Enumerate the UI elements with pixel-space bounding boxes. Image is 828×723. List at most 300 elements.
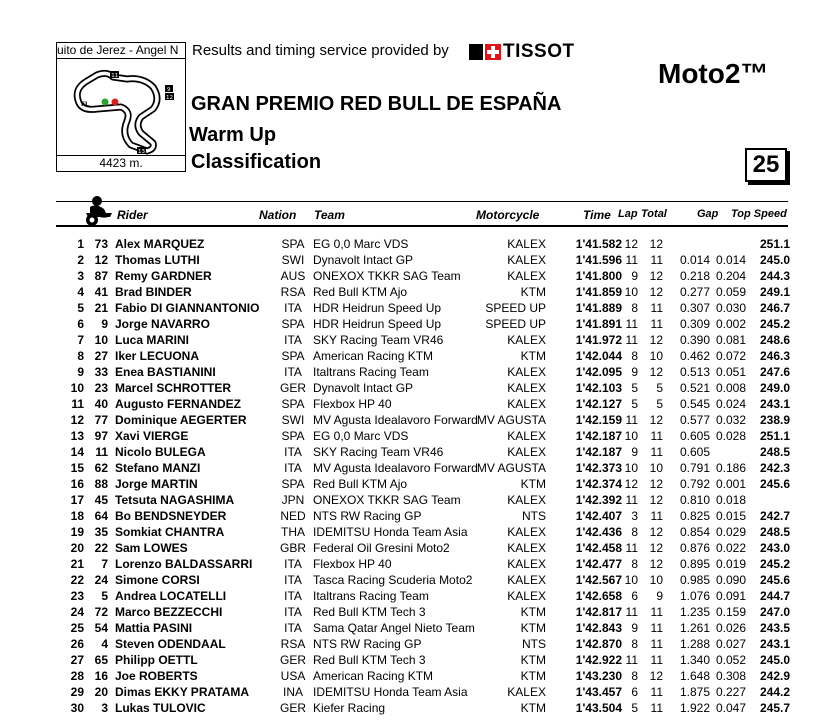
classification-table xyxy=(0,236,828,716)
rider-number: 45 xyxy=(94,493,108,507)
total-laps: 12 xyxy=(649,365,663,379)
team-name: Dynavolt Intact GP xyxy=(313,253,414,267)
rider-number: 41 xyxy=(94,285,108,299)
rider-name: Andrea LOCATELLI xyxy=(115,589,227,603)
team-name: NTS RW Racing GP xyxy=(313,637,422,651)
track-map-icon xyxy=(57,59,185,155)
team-name: Federal Oil Gresini Moto2 xyxy=(313,541,450,555)
rider-name: Stefano MANZI xyxy=(115,461,201,475)
rider-number: 77 xyxy=(94,413,108,427)
rider-name: Steven ODENDAAL xyxy=(115,637,226,651)
position: 8 xyxy=(77,349,84,363)
gap-to-previous: 0.008 xyxy=(715,381,746,395)
best-lap: 8 xyxy=(631,557,638,571)
total-laps: 11 xyxy=(650,605,663,619)
team-name: MV Agusta Idealavoro Forward xyxy=(313,413,478,427)
gap-to-previous: 0.030 xyxy=(715,301,746,315)
gap-to-previous: 0.014 xyxy=(715,253,746,267)
best-lap: 5 xyxy=(631,701,638,715)
table-row xyxy=(0,332,828,348)
total-laps: 9 xyxy=(656,589,663,603)
rider-number: 3 xyxy=(101,701,108,715)
position: 3 xyxy=(77,269,84,283)
total-laps: 10 xyxy=(649,349,663,363)
table-row xyxy=(0,316,828,332)
total-laps: 11 xyxy=(650,317,663,331)
page-number: 25 xyxy=(745,148,787,182)
table-row xyxy=(0,428,828,444)
position: 5 xyxy=(77,301,84,315)
gap-to-previous: 0.047 xyxy=(715,701,746,715)
tissot-t-icon xyxy=(469,44,483,60)
rider-name: Dimas EKKY PRATAMA xyxy=(115,685,250,699)
best-lap: 10 xyxy=(624,461,638,475)
gap-to-first: 0.307 xyxy=(679,301,710,315)
best-lap: 11 xyxy=(625,605,638,619)
rider-number: 12 xyxy=(94,253,108,267)
gap-to-first: 0.218 xyxy=(679,269,710,283)
gap-to-first: 0.014 xyxy=(679,253,710,267)
total-laps: 11 xyxy=(650,621,663,635)
gap-to-first: 0.876 xyxy=(679,541,710,555)
best-lap: 11 xyxy=(625,253,638,267)
motorcycle: KALEX xyxy=(507,237,546,251)
nation: ITA xyxy=(284,605,302,619)
best-lap: 10 xyxy=(624,573,638,587)
gap-to-previous: 0.019 xyxy=(715,557,746,571)
lap-time: 1'42.187 xyxy=(575,445,622,459)
team-name: Red Bull KTM Tech 3 xyxy=(313,605,426,619)
rider-name: Bo BENDSNEYDER xyxy=(115,509,227,523)
gap-to-first: 1.261 xyxy=(679,621,710,635)
lap-time: 1'42.159 xyxy=(575,413,622,427)
motorcycle: KALEX xyxy=(507,381,546,395)
gap-to-first: 0.390 xyxy=(679,333,710,347)
lap-time: 1'41.582 xyxy=(575,237,622,251)
table-row xyxy=(0,684,828,700)
position: 17 xyxy=(70,493,84,507)
total-laps: 12 xyxy=(649,333,663,347)
lap-time: 1'42.103 xyxy=(575,381,622,395)
rider-name: Augusto FERNANDEZ xyxy=(115,397,241,411)
motorcycle: KTM xyxy=(520,653,546,667)
gap-to-previous: 0.072 xyxy=(715,349,746,363)
gap-to-previous: 0.052 xyxy=(715,653,746,667)
team-name: American Racing KTM xyxy=(313,349,434,363)
motorcycle: KTM xyxy=(520,285,546,299)
rider-name: Nicolo BULEGA xyxy=(115,445,206,459)
best-lap: 6 xyxy=(631,685,638,699)
table-row xyxy=(0,300,828,316)
rider-number: 9 xyxy=(101,317,108,331)
motorcycle: KALEX xyxy=(507,685,546,699)
rider-number: 87 xyxy=(94,269,108,283)
track-marker-fl: FL xyxy=(81,101,89,108)
best-lap: 8 xyxy=(631,525,638,539)
lap-time: 1'41.889 xyxy=(575,301,622,315)
position: 16 xyxy=(70,477,84,491)
lap-time: 1'42.187 xyxy=(575,429,622,443)
team-name: Tasca Racing Scuderia Moto2 xyxy=(313,573,473,587)
total-laps: 12 xyxy=(649,669,663,683)
top-speed: 243.1 xyxy=(759,637,790,651)
classification-title: Classification xyxy=(191,151,322,173)
track-marker-9: 9 xyxy=(167,86,171,93)
best-lap: 12 xyxy=(624,477,638,491)
table-row xyxy=(0,284,828,300)
rider-number: 40 xyxy=(94,397,108,411)
position: 9 xyxy=(77,365,84,379)
gap-to-first: 1.340 xyxy=(679,653,710,667)
motorcycle: KALEX xyxy=(507,493,546,507)
top-speed: 249.1 xyxy=(759,285,790,299)
table-row xyxy=(0,572,828,588)
rider-number: 97 xyxy=(94,429,108,443)
motorcycle: SPEED UP xyxy=(485,317,546,331)
total-laps: 11 xyxy=(650,701,663,715)
gap-to-first: 0.545 xyxy=(679,397,710,411)
total-laps: 10 xyxy=(649,573,663,587)
gap-to-first: 1.076 xyxy=(679,589,710,603)
lap-time: 1'42.373 xyxy=(575,461,622,475)
tissot-logo xyxy=(469,43,575,61)
motorcycle: KALEX xyxy=(507,525,546,539)
rider-name: Somkiat CHANTRA xyxy=(115,525,225,539)
lap-time: 1'41.596 xyxy=(575,253,622,267)
top-speed: 251.1 xyxy=(759,237,790,251)
header-rule-top xyxy=(56,201,788,202)
best-lap: 11 xyxy=(625,317,638,331)
total-laps: 12 xyxy=(649,557,663,571)
position: 1 xyxy=(77,237,84,251)
total-laps: 12 xyxy=(649,525,663,539)
gap-to-previous: 0.159 xyxy=(715,605,746,619)
nation: NED xyxy=(280,509,306,523)
table-row xyxy=(0,700,828,716)
motorcycle-rider-icon xyxy=(82,193,116,227)
team-name: NTS RW Racing GP xyxy=(313,509,422,523)
gap-to-previous: 0.204 xyxy=(715,269,746,283)
lap-time: 1'41.859 xyxy=(575,285,622,299)
provider-text: Results and timing service provided by xyxy=(192,42,449,59)
top-speed: 246.7 xyxy=(759,301,790,315)
nation: AUS xyxy=(280,269,306,283)
lap-time: 1'42.922 xyxy=(575,653,622,667)
lap-time: 1'42.127 xyxy=(575,397,622,411)
table-row xyxy=(0,476,828,492)
motorcycle: SPEED UP xyxy=(485,301,546,315)
total-laps: 12 xyxy=(649,541,663,555)
rider-number: 35 xyxy=(94,525,108,539)
team-name: IDEMITSU Honda Team Asia xyxy=(313,525,468,539)
gap-to-previous: 0.018 xyxy=(715,493,746,507)
col-lap: Lap xyxy=(618,208,638,220)
table-row xyxy=(0,668,828,684)
lap-time: 1'42.870 xyxy=(575,637,622,651)
table-row xyxy=(0,508,828,524)
total-laps: 12 xyxy=(649,413,663,427)
nation: JPN xyxy=(281,493,305,507)
nation: GBR xyxy=(279,541,306,555)
total-laps: 5 xyxy=(656,397,663,411)
session-title: Warm Up xyxy=(189,124,277,146)
gap-to-first: 0.309 xyxy=(679,317,710,331)
best-lap: 11 xyxy=(625,333,638,347)
total-laps: 11 xyxy=(650,429,663,443)
rider-number: 88 xyxy=(94,477,108,491)
lap-time: 1'42.436 xyxy=(575,525,622,539)
position: 7 xyxy=(77,333,84,347)
table-row xyxy=(0,588,828,604)
position: 18 xyxy=(70,509,84,523)
nation: ITA xyxy=(284,333,302,347)
team-name: Red Bull KTM Ajo xyxy=(313,285,408,299)
table-row xyxy=(0,364,828,380)
gap-to-first: 0.277 xyxy=(679,285,710,299)
top-speed: 245.2 xyxy=(759,557,790,571)
rider-number: 16 xyxy=(94,669,108,683)
nation: GER xyxy=(279,653,306,667)
nation: SPA xyxy=(281,317,305,331)
gap-to-first: 0.825 xyxy=(679,509,710,523)
team-name: Red Bull KTM Tech 3 xyxy=(313,653,426,667)
position: 10 xyxy=(70,381,84,395)
top-speed: 248.5 xyxy=(759,445,790,459)
start-marker-green xyxy=(102,99,109,106)
best-lap: 8 xyxy=(631,669,638,683)
table-row xyxy=(0,348,828,364)
rider-number: 20 xyxy=(94,685,108,699)
position: 11 xyxy=(71,397,84,411)
top-speed: 248.6 xyxy=(759,333,790,347)
rider-number: 72 xyxy=(94,605,108,619)
col-motorcycle: Motorcycle xyxy=(476,208,540,222)
best-lap: 5 xyxy=(631,381,638,395)
track-marker-11: 11 xyxy=(111,72,119,79)
position: 4 xyxy=(77,285,84,299)
motorcycle: KTM xyxy=(520,621,546,635)
top-speed: 245.6 xyxy=(759,477,790,491)
col-total: Total xyxy=(641,208,667,220)
table-row xyxy=(0,620,828,636)
top-speed: 243.1 xyxy=(759,397,790,411)
rider-name: Joe ROBERTS xyxy=(115,669,198,683)
position: 20 xyxy=(70,541,84,555)
rider-name: Marcel SCHROTTER xyxy=(115,381,232,395)
top-speed: 244.7 xyxy=(759,589,790,603)
total-laps: 12 xyxy=(649,477,663,491)
best-lap: 8 xyxy=(631,349,638,363)
position: 13 xyxy=(70,429,84,443)
lap-time: 1'43.230 xyxy=(575,669,622,683)
team-name: IDEMITSU Honda Team Asia xyxy=(313,685,468,699)
position: 28 xyxy=(70,669,84,683)
best-lap: 10 xyxy=(624,285,638,299)
rider-name: Enea BASTIANINI xyxy=(115,365,216,379)
team-name: Sama Qatar Angel Nieto Team xyxy=(313,621,475,635)
total-laps: 11 xyxy=(650,509,663,523)
gap-to-previous: 0.022 xyxy=(715,541,746,555)
best-lap: 5 xyxy=(631,397,638,411)
lap-time: 1'42.458 xyxy=(575,541,622,555)
nation: GER xyxy=(279,381,306,395)
team-name: Italtrans Racing Team xyxy=(313,365,429,379)
track-marker-13: 13 xyxy=(138,148,145,155)
team-name: HDR Heidrun Speed Up xyxy=(313,301,442,315)
lap-time: 1'42.843 xyxy=(575,621,622,635)
team-name: SKY Racing Team VR46 xyxy=(313,445,444,459)
event-title: GRAN PREMIO RED BULL DE ESPAÑA xyxy=(191,93,562,115)
position: 14 xyxy=(70,445,84,459)
nation: SWI xyxy=(281,413,305,427)
gap-to-first: 0.792 xyxy=(679,477,710,491)
position: 6 xyxy=(77,317,84,331)
table-row xyxy=(0,396,828,412)
nation: THA xyxy=(281,525,305,539)
rider-number: 64 xyxy=(94,509,108,523)
lap-time: 1'43.504 xyxy=(575,701,622,715)
gap-to-first: 1.922 xyxy=(679,701,710,715)
total-laps: 10 xyxy=(649,461,663,475)
total-laps: 12 xyxy=(649,285,663,299)
best-lap: 11 xyxy=(625,493,638,507)
rider-number: 10 xyxy=(94,333,108,347)
total-laps: 11 xyxy=(650,685,663,699)
header-rule-bottom xyxy=(56,225,788,227)
top-speed: 247.6 xyxy=(759,365,790,379)
rider-number: 33 xyxy=(94,365,108,379)
gap-to-previous: 0.027 xyxy=(715,637,746,651)
nation: SPA xyxy=(281,397,305,411)
rider-name: Xavi VIERGE xyxy=(115,429,189,443)
total-laps: 5 xyxy=(656,381,663,395)
gap-to-first: 1.648 xyxy=(679,669,710,683)
team-name: ONEXOX TKKR SAG Team xyxy=(313,269,461,283)
nation: SPA xyxy=(281,237,305,251)
motorcycle: NTS xyxy=(522,637,546,651)
gap-to-first: 1.875 xyxy=(679,685,710,699)
lap-time: 1'42.095 xyxy=(575,365,622,379)
gap-to-first: 0.521 xyxy=(679,381,710,395)
best-lap: 11 xyxy=(625,413,638,427)
top-speed: 242.7 xyxy=(759,509,790,523)
team-name: Red Bull KTM Ajo xyxy=(313,477,408,491)
col-team: Team xyxy=(314,208,345,222)
motorcycle: KTM xyxy=(520,669,546,683)
rider-name: Mattia PASINI xyxy=(115,621,193,635)
best-lap: 11 xyxy=(625,541,638,555)
rider-number: 73 xyxy=(94,237,108,251)
best-lap: 8 xyxy=(631,301,638,315)
top-speed: 248.5 xyxy=(759,525,790,539)
lap-time: 1'42.658 xyxy=(575,589,622,603)
top-speed: 242.3 xyxy=(759,461,790,475)
rider-name: Tetsuta NAGASHIMA xyxy=(115,493,235,507)
swiss-cross-icon xyxy=(485,44,501,60)
nation: SWI xyxy=(281,253,305,267)
rider-name: Alex MARQUEZ xyxy=(115,237,205,251)
best-lap: 3 xyxy=(631,509,638,523)
col-top-speed: Top Speed xyxy=(731,208,787,220)
top-speed: 247.0 xyxy=(759,605,790,619)
nation: ITA xyxy=(284,573,302,587)
gap-to-previous: 0.002 xyxy=(715,317,746,331)
team-name: Flexbox HP 40 xyxy=(313,557,392,571)
lap-time: 1'42.407 xyxy=(575,509,622,523)
nation: ITA xyxy=(284,621,302,635)
best-lap: 12 xyxy=(624,237,638,251)
total-laps: 11 xyxy=(650,253,663,267)
tissot-wordmark: TISSOT xyxy=(503,41,575,62)
gap-to-first: 0.895 xyxy=(679,557,710,571)
table-row xyxy=(0,636,828,652)
gap-to-first: 1.288 xyxy=(679,637,710,651)
rider-name: Marco BEZZECCHI xyxy=(115,605,223,619)
rider-number: 23 xyxy=(94,381,108,395)
table-row xyxy=(0,540,828,556)
total-laps: 12 xyxy=(649,493,663,507)
rider-number: 62 xyxy=(94,461,108,475)
position: 30 xyxy=(70,701,84,715)
col-time: Time xyxy=(583,208,611,222)
top-speed: 242.9 xyxy=(759,669,790,683)
rider-name: Iker LECUONA xyxy=(115,349,200,363)
rider-name: Luca MARINI xyxy=(115,333,190,347)
total-laps: 11 xyxy=(650,445,663,459)
top-speed: 243.5 xyxy=(759,621,790,635)
table-row xyxy=(0,604,828,620)
total-laps: 12 xyxy=(649,237,663,251)
team-name: SKY Racing Team VR46 xyxy=(313,333,444,347)
rider-number: 24 xyxy=(94,573,108,587)
track-map xyxy=(56,58,186,156)
gap-to-first: 0.577 xyxy=(679,413,710,427)
lap-time: 1'42.392 xyxy=(575,493,622,507)
gap-to-previous: 0.024 xyxy=(715,397,746,411)
gap-to-previous: 0.308 xyxy=(715,669,746,683)
motorcycle: KALEX xyxy=(507,541,546,555)
team-name: Flexbox HP 40 xyxy=(313,397,392,411)
rider-name: Thomas LUTHI xyxy=(115,253,200,267)
team-name: EG 0,0 Marc VDS xyxy=(313,429,409,443)
rider-number: 7 xyxy=(101,557,108,571)
rider-name: Brad BINDER xyxy=(115,285,192,299)
lap-time: 1'42.374 xyxy=(575,477,622,491)
nation: RSA xyxy=(280,637,306,651)
rider-number: 11 xyxy=(95,445,108,459)
col-rider: Rider xyxy=(117,208,148,222)
nation: ITA xyxy=(284,445,302,459)
track-length: 4423 m. xyxy=(56,155,186,172)
team-name: American Racing KTM xyxy=(313,669,434,683)
team-name: Kiefer Racing xyxy=(313,701,386,715)
gap-to-previous: 0.186 xyxy=(715,461,746,475)
table-row xyxy=(0,380,828,396)
position: 24 xyxy=(70,605,84,619)
total-laps: 11 xyxy=(650,653,663,667)
nation: SPA xyxy=(281,429,305,443)
best-lap: 6 xyxy=(631,589,638,603)
top-speed: 246.3 xyxy=(759,349,790,363)
gap-to-previous: 0.090 xyxy=(715,573,746,587)
circuit-name: uito de Jerez - Angel N xyxy=(56,42,186,59)
top-speed: 245.6 xyxy=(759,573,790,587)
best-lap: 9 xyxy=(631,621,638,635)
top-speed: 251.1 xyxy=(759,429,790,443)
best-lap: 10 xyxy=(624,429,638,443)
position: 29 xyxy=(70,685,84,699)
top-speed: 245.7 xyxy=(759,701,790,715)
